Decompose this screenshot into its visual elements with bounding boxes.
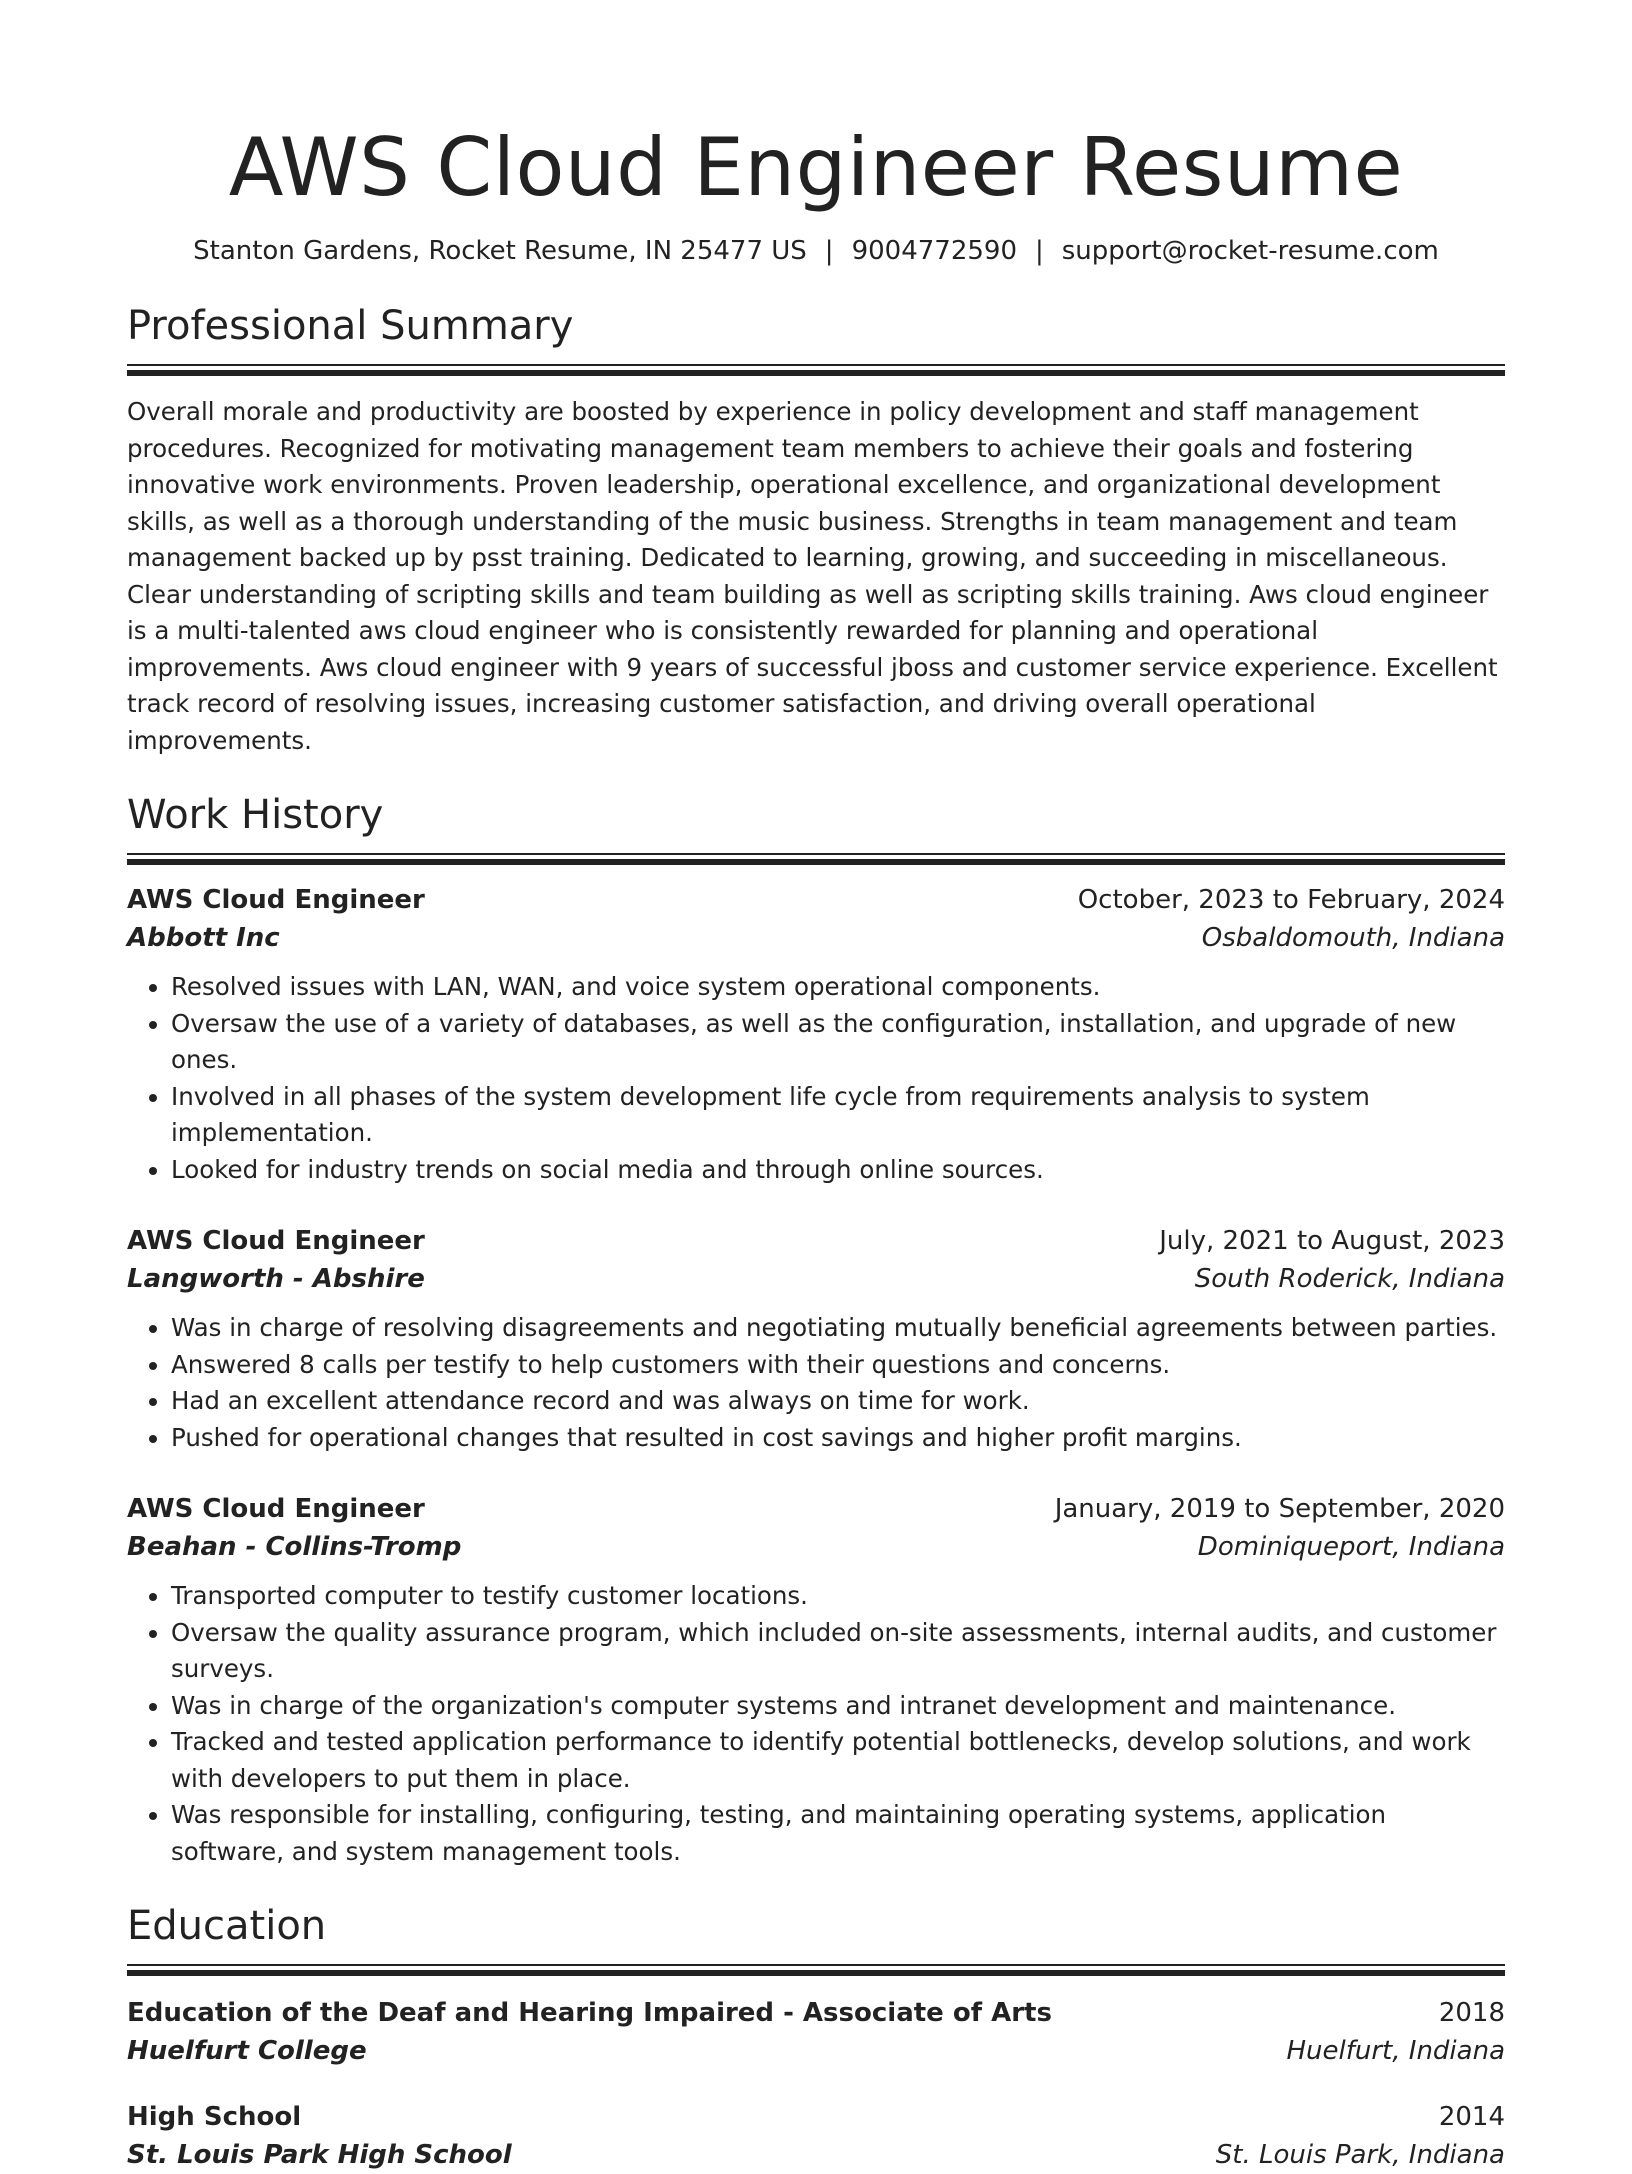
job-bullet: • Transported computer to testify customer locations. xyxy=(171,1578,1505,1615)
contact-line xyxy=(127,234,1505,268)
resume-title: AWS Cloud Engineer Resume xyxy=(228,121,1404,214)
job-location: Dominiqueport, Indiana xyxy=(1197,1532,1505,1562)
education-location: Huelfurt, Indiana xyxy=(1286,2036,1505,2066)
education-year: 2014 xyxy=(1438,2102,1505,2132)
education-degree: High School xyxy=(127,2102,302,2132)
contact-phone: 9004772590 xyxy=(851,236,1017,266)
summary-section xyxy=(127,302,1505,759)
job-bullet: • Oversaw the use of a variety of databases, as well as the configuration, installation, and upgrade of new ones. xyxy=(171,1006,1505,1079)
job-dates: July, 2021 to August, 2023 xyxy=(1159,1226,1505,1256)
job-company: Abbott Inc xyxy=(127,923,280,953)
job-dates: October, 2023 to February, 2024 xyxy=(1077,885,1505,915)
job-title: AWS Cloud Engineer xyxy=(127,1494,425,1524)
job-bullet: • Looked for industry trends on social media and through online sources. xyxy=(171,1152,1505,1189)
job-bullet: • Tracked and tested application performance to identify potential bottlenecks, develop solutions, and work with developers to put them in place. xyxy=(171,1724,1505,1797)
job-location: Osbaldomouth, Indiana xyxy=(1201,923,1505,953)
job-dates: January, 2019 to September, 2020 xyxy=(1054,1494,1505,1524)
contact-separator: | xyxy=(1034,236,1044,266)
education-entry xyxy=(127,1994,1505,2070)
job-company: Beahan - Collins-Tromp xyxy=(127,1532,462,1562)
education-location: St. Louis Park, Indiana xyxy=(1215,2140,1505,2170)
contact-email: support@rocket-resume.com xyxy=(1061,236,1439,266)
section-divider xyxy=(127,1964,1505,1976)
job-company: Langworth - Abshire xyxy=(127,1264,425,1294)
contact-separator: | xyxy=(824,236,834,266)
job-entry xyxy=(127,1222,1505,1456)
job-bullet: • Resolved issues with LAN, WAN, and voice system operational components. xyxy=(171,969,1505,1006)
education-school: St. Louis Park High School xyxy=(127,2140,512,2170)
job-bullet: • Had an excellent attendance record and was always on time for work. xyxy=(171,1383,1505,1420)
job-bullet: • Answered 8 calls per testify to help customers with their questions and concerns. xyxy=(171,1347,1505,1384)
education-year: 2018 xyxy=(1438,1998,1505,2028)
education-section xyxy=(127,1902,1505,2174)
job-bullet: • Was responsible for installing, configuring, testing, and maintaining operating systems, application software, and system management tools. xyxy=(171,1797,1505,1870)
job-bullets xyxy=(127,1310,1505,1456)
job-entry xyxy=(127,881,1505,1188)
job-bullet: • Was in charge of resolving disagreements and negotiating mutually beneficial agreements between parties. xyxy=(171,1310,1505,1347)
job-entry xyxy=(127,1490,1505,1870)
education-school: Huelfurt College xyxy=(127,2036,367,2066)
job-bullets xyxy=(127,1578,1505,1870)
section-divider xyxy=(127,364,1505,376)
education-degree: Education of the Deaf and Hearing Impaired - Associate of Arts xyxy=(127,1998,1052,2028)
section-heading-education: Education xyxy=(127,1903,327,1949)
job-bullets xyxy=(127,969,1505,1188)
job-title: AWS Cloud Engineer xyxy=(127,1226,425,1256)
work-history-section xyxy=(127,791,1505,1870)
job-location: South Roderick, Indiana xyxy=(1194,1264,1505,1294)
section-divider xyxy=(127,853,1505,865)
job-bullet: • Involved in all phases of the system development life cycle from requirements analysis to system implementation. xyxy=(171,1079,1505,1152)
job-title: AWS Cloud Engineer xyxy=(127,885,425,915)
section-heading-work-history: Work History xyxy=(127,792,384,838)
contact-address: Stanton Gardens, Rocket Resume, IN 25477 US xyxy=(193,236,807,266)
job-bullet: • Pushed for operational changes that resulted in cost savings and higher profit margins. xyxy=(171,1420,1505,1457)
summary-text: Overall morale and productivity are boosted by experience in policy development and staff management procedures. Recognized for motivating management team members to achieve their goals and fostering innovative work environments. Proven leadership, operational excellence, and organizational development skills, as well as a thorough understanding of the music business. Strengths in team management and team management backed up by psst training. Dedicated to learning, growing, and succeeding in miscellaneous. Clear understanding of scripting skills and team building as well as scripting skills training. Aws cloud engineer is a multi-talented aws cloud engineer who is consistently rewarded for planning and operational improvements. Aws cloud engineer with 9 years of successful jboss and customer service experience. Excellent track record of resolving issues, increasing customer satisfaction, and driving overall operational improvements. xyxy=(127,397,1498,755)
job-bullet: • Oversaw the quality assurance program, which included on-site assessments, internal audits, and customer surveys. xyxy=(171,1615,1505,1688)
job-bullet: • Was in charge of the organization's computer systems and intranet development and maintenance. xyxy=(171,1688,1505,1725)
education-entry xyxy=(127,2098,1505,2174)
section-heading-summary: Professional Summary xyxy=(127,303,574,349)
